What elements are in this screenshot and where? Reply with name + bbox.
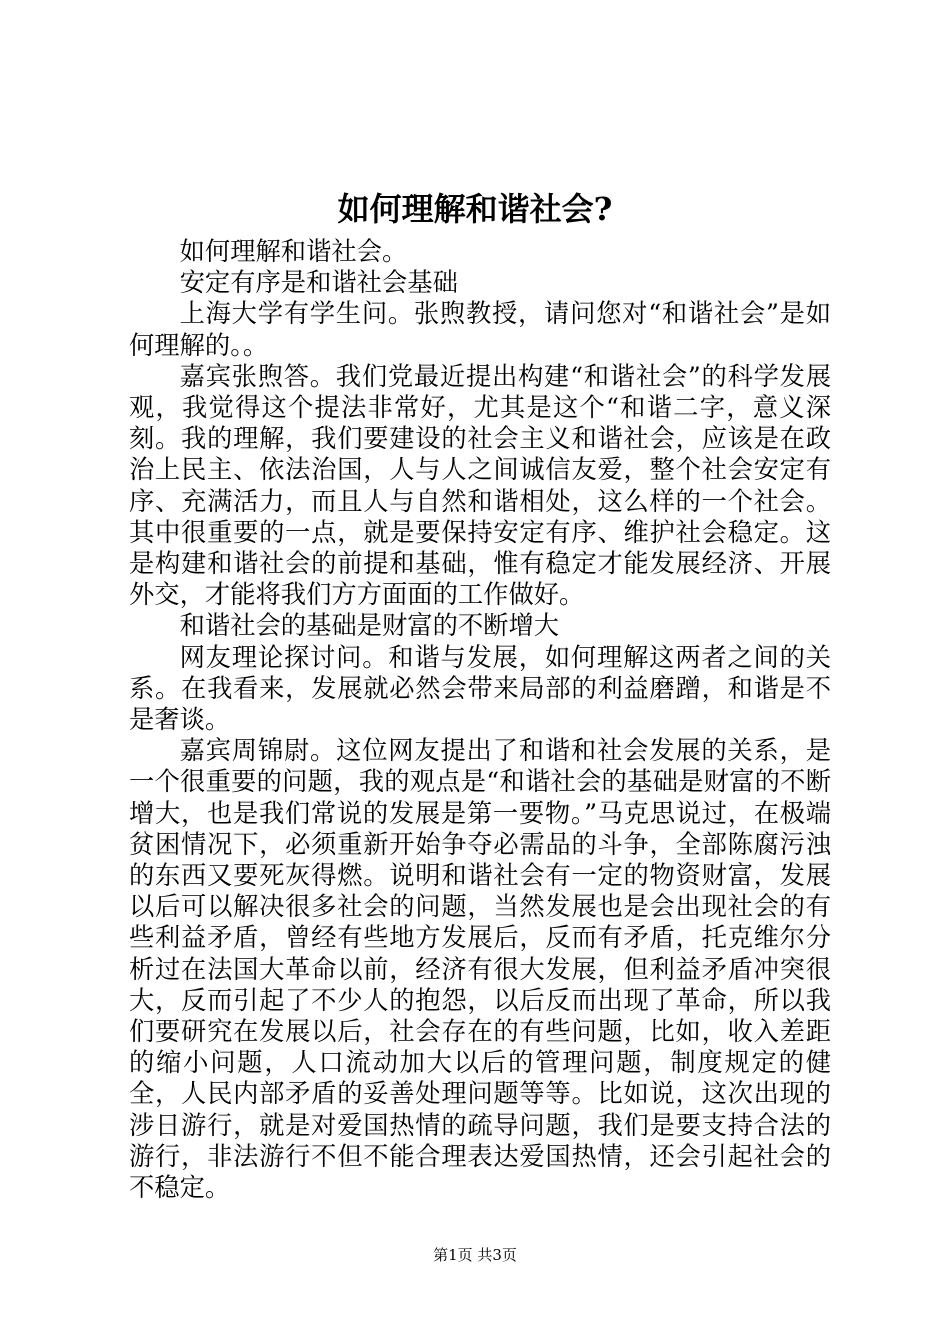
paragraph: 嘉宾周锦尉。这位网友提出了和谐和社会发展的关系，是一个很重要的问题，我的观点是“和谐社会的基础是财富的不断增大，也是我们常说的发展是第一要物。”马克思说过，在极端贫困情况下，必须重新开始争夺必需品的斗争，全部陈腐污浊的东西又要死灰得燃。说明和谐社会有一定的物资财富，发展以后可以解决很多社会的问题，当然发展也是会出现社会的有些利益矛盾，曾经有些地方发展后，反而有矛盾，托克维尔分析过在法国大革命以前，经济有很大发展，但利益矛盾冲突很大，反而引起了不少人的抱怨，以后反而出现了革命，所以我们要研究在发展以后，社会存在的有些问题，比如，收入差距的缩小问题，人口流动加大以后的管理问题，制度规定的健全，人民内部矛盾的妥善处理问题等等。比如说，这次出现的涉日游行，就是对爱国热情的疏导问题，我们是要支持合法的游行，非法游行不但不能合理表达爱国热情，还会引起社会的不稳定。 bbox=[129, 736, 831, 1203]
paragraph: 如何理解和谐社会。 bbox=[179, 237, 408, 266]
document-title: 如何理解和谐社会? bbox=[337, 190, 613, 228]
paragraph: 上海大学有学生问。张煦教授，请问您对“和谐社会”是如何理解的。。 bbox=[129, 299, 831, 360]
section-heading: 和谐社会的基础是财富的不断增大 bbox=[179, 611, 560, 641]
paragraph: 嘉宾张煦答。我们党最近提出构建“和谐社会”的科学发展观，我觉得这个提法非常好，尤其是这个“和谐二字，意义深刻。我的理解，我们要建设的社会主义和谐社会，应该是在政治上民主、依法治国，人与人之间诚信友爱，整个社会安定有序、充满活力，而且人与自然和谐相处，这么样的一个社会。其中很重要的一点，就是要保持安定有序、维护社会稳定。这是构建和谐社会的前提和基础，惟有稳定才能发展经济、开展外交，才能将我们方方面面的工作做好。 bbox=[129, 361, 831, 610]
paragraph: 网友理论探讨问。和谐与发展，如何理解这两者之间的关系。在我看来，发展就必然会带来局部的利益磨蹭，和谐是不是奢谈。 bbox=[129, 642, 831, 735]
document-body bbox=[129, 236, 831, 1203]
page-number-footer: 第1页 共3页 bbox=[433, 1246, 517, 1264]
section-heading: 安定有序是和谐社会基础 bbox=[179, 268, 458, 298]
